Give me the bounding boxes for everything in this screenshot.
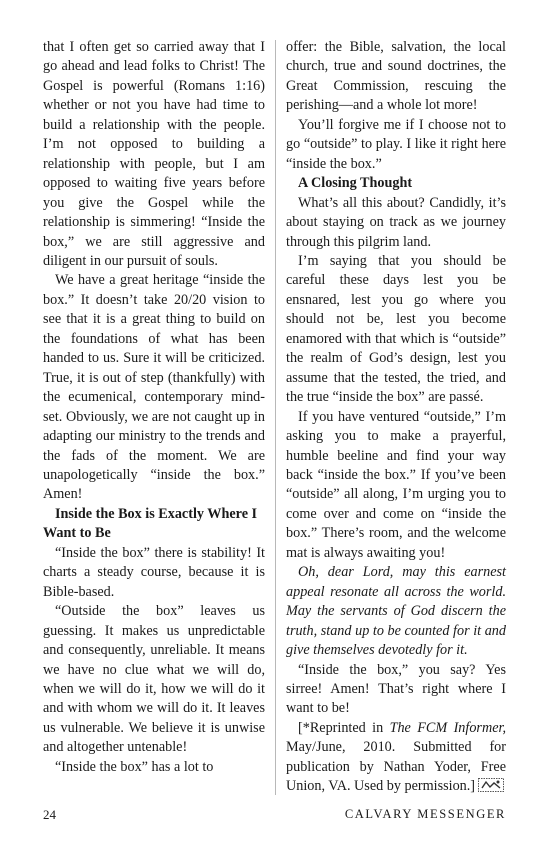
- credit-text: May/June, 2010. Submitted for publication by Nathan Yoder, Free Union, VA. Used by permission.]: [286, 739, 506, 795]
- credit-publication-title: The FCM Informer,: [389, 719, 506, 736]
- column-divider: [275, 40, 276, 795]
- left-column: [43, 38, 265, 777]
- paragraph: “Outside the box” leaves us guessing. It makes us unpredictable and consequently, unreliable. It means we have no clue what we will do, when we will do it, how we will do it and with whom we will do it. It leaves us vulnerable. We believe it is unwise and altogether untenable!: [43, 603, 265, 756]
- paragraph: I’m saying that you should be careful these days lest you be ensnared, lest you go where you should not be, lest you become enamored with that which is “outside” the realm of God’s design, lest you assume that the tested, the tried, and the true “inside the box” are passé.: [286, 252, 506, 406]
- section-heading: Inside the Box is Exactly Where I Want to Be: [43, 505, 258, 542]
- paragraph: offer: the Bible, salvation, the local church, true and sound doctrines, the Great Commission, rescuing the perishing—and a whole lot more!: [286, 39, 506, 114]
- paragraph: We have a great heritage “inside the box.” It doesn’t take 20/20 vision to see that it is a great thing to build on the foundations of what has been handed to us. Sure it will be criticized. True, it is out of step (thankfully) with the ecumenical, contemporary mind-set. Obviously, we are not caught up in adapting our ministry to the trends and the fads of the moment. We are unapologetically “inside the box.” Amen!: [43, 272, 265, 503]
- paragraph: If you have ventured “outside,” I’m asking you to make a prayerful, humble beeline and find your way back “inside the box.” If you’ve been “outside” all along, I’m urging you to come over and come on “inside the box.” There’s room, and the welcome mat is always awaiting you!: [286, 408, 506, 561]
- paragraph: “Inside the box” there is stability! It charts a steady course, because it is Bible-based.: [43, 544, 265, 600]
- prayer-paragraph: Oh, dear Lord, may this earnest appeal resonate all across the world. May the servants of God discern the truth, stand up to be counted for it and give themselves devotedly for it.: [286, 564, 506, 659]
- paragraph: “Inside the box,” you say? Yes sirree! Amen! That’s right where I want to be!: [286, 661, 506, 717]
- credit-note: [286, 719, 506, 797]
- paragraph: What’s all this about? Candidly, it’s about staying on track as we journey through this pilgrim land.: [286, 194, 506, 250]
- right-column: [286, 38, 506, 797]
- credit-text: [*Reprinted in: [298, 719, 390, 736]
- end-mark-icon: [478, 778, 504, 792]
- page-number: 24: [43, 807, 56, 822]
- section-heading: A Closing Thought: [298, 175, 413, 192]
- paragraph: You’ll forgive me if I choose not to go “outside” to play. I like it right here “inside the box.”: [286, 116, 506, 172]
- publication-name: CALVARY MESSENGER: [344, 807, 506, 821]
- paragraph: that I often get so carried away that I go ahead and lead folks to Christ! The Gospel is powerful (Romans 1:16) whether or not you have had time to build a relationship with the people. I’m not opposed to building a relationship with people, but I am opposed to waiting five years before you give the Gospel while the relationship is simmering! “Inside the box,” we are still aggressive and diligent in our pursuit of souls.: [43, 39, 265, 269]
- paragraph: “Inside the box” has a lot to: [55, 758, 214, 775]
